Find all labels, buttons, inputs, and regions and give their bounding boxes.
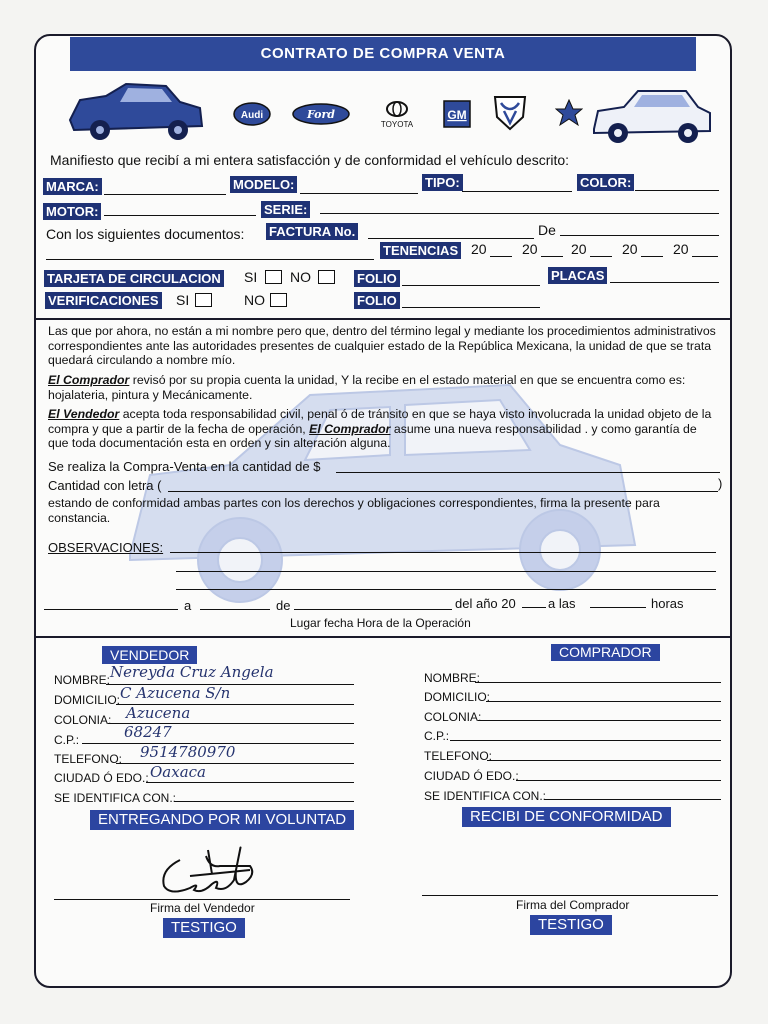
comprador-label-2: El Comprador — [309, 421, 391, 436]
recibi-label: RECIBI DE CONFORMIDAD — [462, 807, 671, 827]
cantidad-field[interactable] — [336, 472, 720, 473]
terms-paragraph-1: Las que por ahora, no están a mi nombre pero que, dentro del término legal y mediante los procedimientos administrativos correspondientes ante las autoridades presentes de cualquier estado de la República Mexicana, la unidad de que se trata quedará circulando a nombre mío. — [48, 324, 716, 367]
comprador-ciudad-label: CIUDAD Ó EDO.: — [424, 769, 519, 783]
vendedor-identifica-label: SE IDENTIFICA CON.: — [54, 791, 177, 805]
marca-field[interactable] — [104, 194, 226, 195]
tipo-label: TIPO: — [422, 174, 463, 191]
observaciones-label: OBSERVACIONES: — [48, 540, 164, 555]
horas-text: horas — [651, 596, 684, 611]
folio-field-2[interactable] — [402, 307, 540, 308]
mes-field[interactable] — [294, 609, 452, 610]
verificaciones-no-text: NO — [244, 292, 265, 308]
cantidad-letra-text: Cantidad con letra ( — [48, 478, 162, 493]
color-field[interactable] — [635, 190, 719, 191]
comprador-cp-field[interactable] — [450, 740, 721, 741]
comprador-testigo-label: TESTIGO — [530, 915, 612, 935]
gm-logo-icon — [443, 100, 471, 128]
ford-logo-icon — [291, 102, 351, 126]
vendedor-telefono-value[interactable]: 9514780970 — [140, 743, 236, 761]
lugar-caption: Lugar fecha Hora de la Operación — [290, 616, 471, 630]
comprador-colonia-label: COLONIA: — [424, 710, 482, 724]
tenencia-year-5: 20 — [673, 241, 689, 257]
terms-paragraph-2 — [48, 373, 723, 402]
tarjeta-no-checkbox[interactable] — [318, 270, 335, 284]
vendedor-firma-line[interactable] — [54, 899, 350, 900]
factura-label: FACTURA No. — [266, 223, 358, 240]
tenencias-label: TENENCIAS — [380, 242, 461, 259]
verificaciones-si-text: SI — [176, 292, 190, 308]
audi-logo-icon — [232, 101, 272, 127]
a-las-text: a las — [548, 596, 576, 611]
toyota-logo-icon — [376, 98, 418, 130]
comprador-label: El Comprador — [48, 373, 130, 387]
marca-label: MARCA: — [43, 178, 102, 195]
observaciones-line-2[interactable] — [176, 571, 716, 572]
terms-paragraph-3a-text: acepta toda responsabilidad civil, penal ó de tránsito en que se haya visto involucrada la unidad objeto de la compra y que a partir de la fecha de operación, — [48, 407, 712, 436]
color-label: COLOR: — [577, 174, 634, 191]
comprador-title: COMPRADOR — [551, 644, 660, 661]
modelo-label: MODELO: — [230, 176, 297, 193]
entregando-label: ENTREGANDO POR MI VOLUNTAD — [90, 810, 354, 830]
folio-label-1: FOLIO — [354, 270, 400, 287]
motor-label: MOTOR: — [43, 203, 101, 220]
vendedor-colonia-value[interactable]: Azucena — [126, 704, 191, 722]
lugar-field[interactable] — [44, 609, 178, 610]
serie-label: SERIE: — [261, 201, 310, 218]
tenencia-field-4[interactable] — [641, 256, 663, 257]
tarjeta-no-text: NO — [290, 269, 311, 285]
de-text: De — [538, 222, 556, 238]
verificaciones-label: VERIFICACIONES — [45, 292, 162, 309]
vendedor-nombre-value[interactable]: Nereyda Cruz Angela — [110, 663, 274, 681]
cantidad-close-paren: ) — [718, 476, 723, 491]
folio-label-2: FOLIO — [354, 292, 400, 309]
audi-logo-text: Audi — [240, 110, 264, 121]
comprador-identifica-label: SE IDENTIFICA CON.: — [424, 789, 547, 803]
ford-logo-text: Ford — [306, 108, 336, 121]
serie-field[interactable] — [320, 213, 719, 214]
vendedor-signature-image — [150, 830, 270, 900]
documentos-text: Con los siguientes documentos: — [46, 226, 245, 242]
terms-paragraph-3 — [48, 407, 720, 451]
tipo-field[interactable] — [462, 191, 572, 192]
vendedor-domicilio-label: DOMICILIO: — [54, 693, 121, 707]
white-classic-car-image — [590, 85, 714, 151]
vendedor-nombre-label: NOMBRE: — [54, 673, 111, 687]
tenencia-year-3: 20 — [571, 241, 587, 257]
vendedor-label: El Vendedor — [48, 407, 120, 421]
ano-field[interactable] — [522, 607, 546, 608]
vendedor-ciudad-value[interactable]: Oaxaca — [150, 763, 206, 781]
comprador-telefono-field[interactable] — [487, 760, 721, 761]
vendedor-testigo-label: TESTIGO — [163, 918, 245, 938]
vendedor-cp-value[interactable]: 68247 — [124, 723, 172, 741]
folio-field-1[interactable] — [402, 285, 540, 286]
comprador-ciudad-field[interactable] — [516, 780, 721, 781]
comprador-identifica-field[interactable] — [544, 799, 721, 800]
comprador-domicilio-field[interactable] — [486, 701, 721, 702]
cantidad-letra-field[interactable] — [168, 491, 718, 492]
contract-title: CONTRATO DE COMPRA VENTA — [70, 37, 696, 71]
vendedor-cp-label: C.P.: — [54, 733, 80, 747]
section-divider-2 — [36, 636, 730, 638]
tenencia-field-3[interactable] — [590, 256, 612, 257]
comprador-cp-label: C.P.: — [424, 729, 450, 743]
blue-sedan-car-image — [66, 80, 206, 148]
comprador-nombre-label: NOMBRE: — [424, 671, 481, 685]
verificaciones-si-checkbox[interactable] — [195, 293, 212, 307]
de-text-2: de — [276, 598, 291, 613]
vendedor-telefono-label: TELEFONO: — [54, 752, 123, 766]
tenencia-year-2: 20 — [522, 241, 538, 257]
vendedor-domicilio-value[interactable]: C Azucena S/n — [120, 684, 231, 702]
observaciones-line-1[interactable] — [170, 552, 716, 553]
comprador-telefono-label: TELEFONO: — [424, 749, 493, 763]
comprador-firma-caption: Firma del Comprador — [516, 898, 630, 912]
placas-label: PLACAS — [548, 267, 607, 284]
comprador-domicilio-label: DOMICILIO: — [424, 690, 491, 704]
tenencia-field-5[interactable] — [692, 256, 718, 257]
vendedor-firma-caption: Firma del Vendedor — [150, 901, 255, 915]
comprador-colonia-field[interactable] — [478, 720, 721, 721]
modelo-field[interactable] — [300, 193, 418, 194]
vendedor-title: VENDEDOR — [102, 646, 197, 664]
hora-field[interactable] — [590, 607, 646, 608]
placas-field[interactable] — [610, 282, 719, 283]
tenencia-year-4: 20 — [622, 241, 638, 257]
terms-paragraph-4: estando de conformidad ambas partes con los derechos y obligaciones correspondientes, firma la presente para constancia. — [48, 496, 660, 525]
vendedor-identifica-field[interactable] — [174, 801, 354, 802]
factura-field[interactable] — [368, 238, 534, 239]
comprador-nombre-field[interactable] — [475, 682, 721, 683]
vendedor-colonia-label: COLONIA: — [54, 713, 112, 727]
factura-de-field[interactable] — [560, 235, 719, 236]
observaciones-line-3[interactable] — [176, 589, 716, 590]
gm-logo-text: GM — [447, 108, 467, 122]
tarjeta-si-checkbox[interactable] — [265, 270, 282, 284]
a-text: a — [184, 598, 192, 613]
chrysler-star-logo-icon — [555, 99, 583, 127]
verificaciones-no-checkbox[interactable] — [270, 293, 287, 307]
section-divider-1 — [36, 318, 730, 320]
tenencia-field-2[interactable] — [541, 256, 563, 257]
cantidad-text: Se realiza la Compra-Venta en la cantidad de $ — [48, 459, 321, 474]
toyota-logo-text: TOYOTA — [380, 120, 414, 129]
dodge-ram-logo-icon — [493, 95, 527, 131]
documentos-line — [46, 259, 374, 260]
dia-field[interactable] — [200, 609, 270, 610]
intro-text: Manifiesto que recibí a mi entera satisfacción y de conformidad el vehículo descrito: — [50, 152, 570, 168]
terms-paragraph-2-text: revisó por su propia cuenta la unidad, Y la recibe en el estado material en que se encuentra como es: hojalateria, pintura y Mecánicamente. — [48, 373, 686, 402]
vendedor-ciudad-label: CIUDAD Ó EDO.: — [54, 771, 149, 785]
motor-field[interactable] — [104, 215, 256, 216]
del-ano-text: del año 20 — [455, 596, 516, 611]
terms-paragraph-3b-text: asume una nueva responsabilidad . y como garantía de que toda documentación esta en orden y sin alteración alguna. — [48, 421, 697, 450]
tenencia-year-1: 20 — [471, 241, 487, 257]
comprador-firma-line[interactable] — [422, 895, 718, 896]
vendedor-ciudad-line — [146, 782, 354, 783]
tarjeta-si-text: SI — [244, 269, 258, 285]
tarjeta-label: TARJETA DE CIRCULACION — [44, 270, 224, 287]
tenencia-field-1[interactable] — [490, 256, 512, 257]
